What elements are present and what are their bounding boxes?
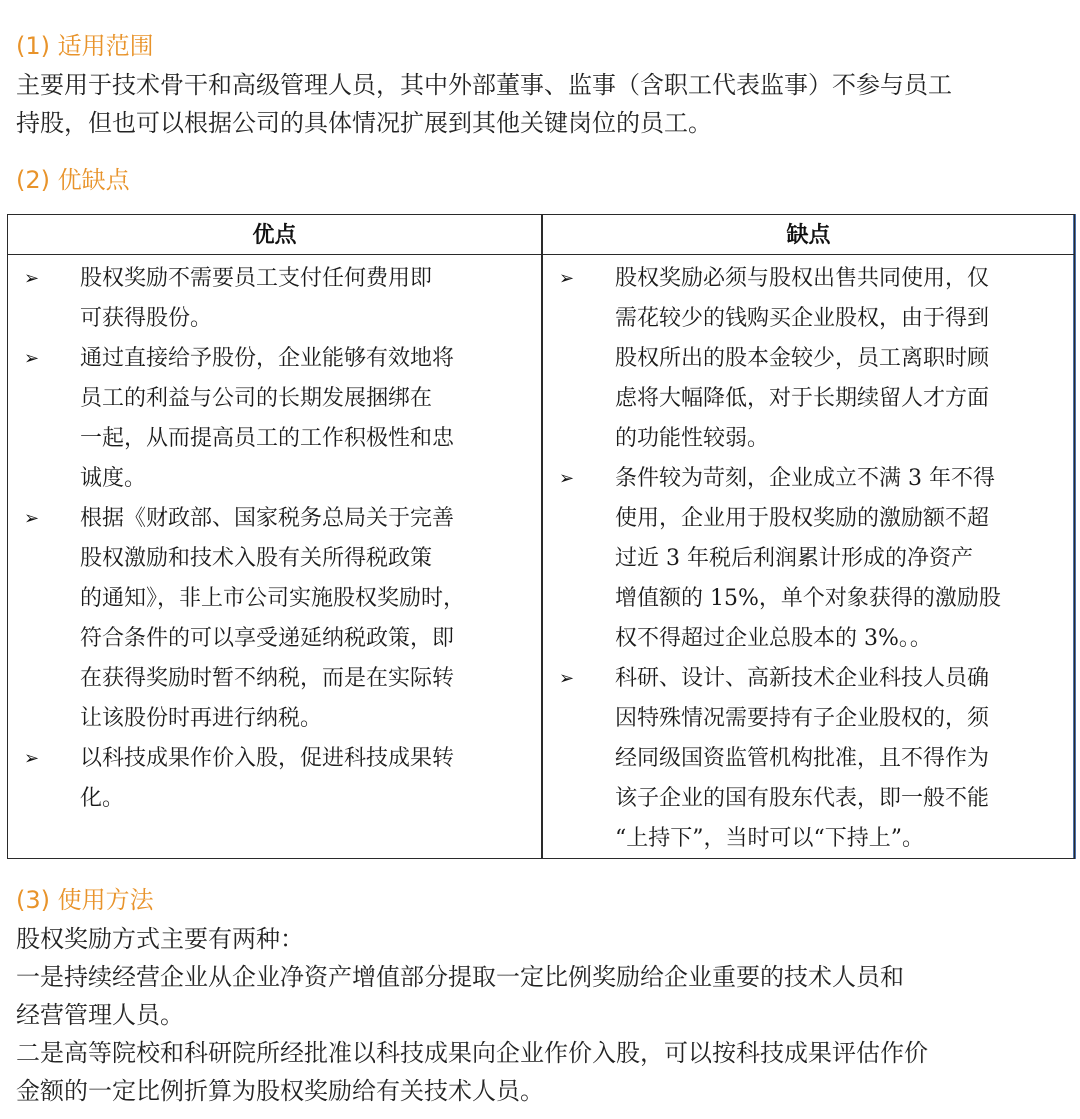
pros-item-line: 在获得奖励时暂不纳税，而是在实际转: [80, 666, 455, 691]
scope-line: 主要用于技术骨干和高级管理人员，其中外部董事、监事（含职工代表监事）不参与员工: [16, 71, 952, 99]
cons-item-line: 虑将大幅降低，对于长期续留人才方面: [615, 386, 990, 411]
arrow-bullet-icon: ➢: [559, 468, 575, 489]
section-heading-pros-cons: (2) 优缺点: [16, 166, 130, 194]
section-heading-scope: (1) 适用范围: [16, 32, 154, 60]
arrow-bullet-icon: ➢: [24, 748, 40, 769]
scope-line: 持股，但也可以根据公司的具体情况扩展到其他关键岗位的员工。: [16, 109, 712, 137]
cons-item-line: 股权奖励必须与股权出售共同使用，仅: [615, 266, 990, 291]
cons-item-line: 因特殊情况需要持有子企业股权的，须: [615, 706, 990, 731]
arrow-bullet-icon: ➢: [24, 348, 40, 369]
cons-item-line: 使用，企业用于股权奖励的激励额不超: [615, 506, 990, 531]
usage-line: 二是高等院校和科研院所经批准以科技成果向企业作价入股，可以按科技成果评估作价: [16, 1039, 928, 1067]
pros-item-line: 一起，从而提高员工的工作积极性和忠: [80, 426, 455, 451]
pros-item-line: 股权奖励不需要员工支付任何费用即: [80, 266, 433, 291]
pros-item-line: 符合条件的可以享受递延纳税政策，即: [80, 626, 455, 651]
arrow-bullet-icon: ➢: [559, 668, 575, 689]
cons-item-line: “上持下”，当时可以“下持上”。: [615, 826, 924, 851]
pros-item-line: 通过直接给予股份，企业能够有效地将: [80, 346, 455, 371]
cons-item-line: 需花较少的钱购买企业股权，由于得到: [615, 306, 990, 331]
cons-item: [555, 459, 1070, 659]
cons-item-line: 股权所出的股本金较少，员工离职时顾: [615, 346, 990, 371]
usage-line: 经营管理人员。: [16, 1001, 184, 1029]
cons-header: 缺点: [786, 222, 831, 248]
pros-cell: [20, 259, 535, 819]
cons-cell: [555, 259, 1070, 859]
cons-item-line: 经同级国资监管机构批准，且不得作为: [615, 746, 990, 771]
section-heading-usage: (3) 使用方法: [16, 886, 154, 914]
arrow-bullet-icon: ➢: [24, 508, 40, 529]
cons-item-line: 过近 3 年税后利润累计形成的净资产: [615, 546, 973, 571]
pros-item: [20, 339, 535, 499]
cons-item-line: 科研、设计、高新技术企业科技人员确: [615, 666, 990, 691]
pros-header: 优点: [252, 222, 297, 248]
cons-item-line: 增值额的 15%，单个对象获得的激励股: [615, 586, 1001, 611]
cons-item-line: 的功能性较弱。: [615, 426, 770, 451]
cons-item-line: 权不得超过企业总股本的 3%。。: [615, 626, 932, 651]
usage-line: 股权奖励方式主要有两种：: [16, 925, 304, 953]
usage-line: 一是持续经营企业从企业净资产增值部分提取一定比例奖励给企业重要的技术人员和: [16, 963, 904, 991]
arrow-bullet-icon: ➢: [24, 268, 40, 289]
usage-paragraph: [16, 920, 1066, 1110]
pros-item: [20, 259, 535, 339]
table-header-row: [8, 215, 1074, 255]
cons-item: [555, 659, 1070, 859]
usage-line: 金额的一定比例折算为股权奖励给有关技术人员。: [16, 1077, 544, 1105]
pros-item-line: 员工的利益与公司的长期发展捆绑在: [80, 386, 433, 411]
cons-item-line: 条件较为苛刻，企业成立不满 3 年不得: [615, 466, 995, 491]
pros-item: [20, 499, 535, 739]
cons-item: [555, 259, 1070, 459]
pros-cons-table: [7, 214, 1075, 859]
pros-item-line: 让该股份时再进行纳税。: [80, 706, 323, 731]
pros-item: [20, 739, 535, 819]
cons-item-line: 该子企业的国有股东代表，即一般不能: [615, 786, 990, 811]
pros-item-line: 股权激励和技术入股有关所得税政策: [80, 546, 433, 571]
pros-item-line: 诚度。: [80, 466, 147, 491]
pros-item-line: 可获得股份。: [80, 306, 213, 331]
arrow-bullet-icon: ➢: [559, 268, 575, 289]
pros-item-line: 化。: [80, 786, 125, 811]
pros-item-line: 根据《财政部、国家税务总局关于完善: [80, 506, 455, 531]
table-column-divider: [541, 215, 543, 858]
pros-item-line: 的通知》，非上市公司实施股权奖励时，: [80, 586, 466, 611]
pros-item-line: 以科技成果作价入股，促进科技成果转: [80, 746, 455, 771]
scope-paragraph: [16, 66, 1066, 142]
